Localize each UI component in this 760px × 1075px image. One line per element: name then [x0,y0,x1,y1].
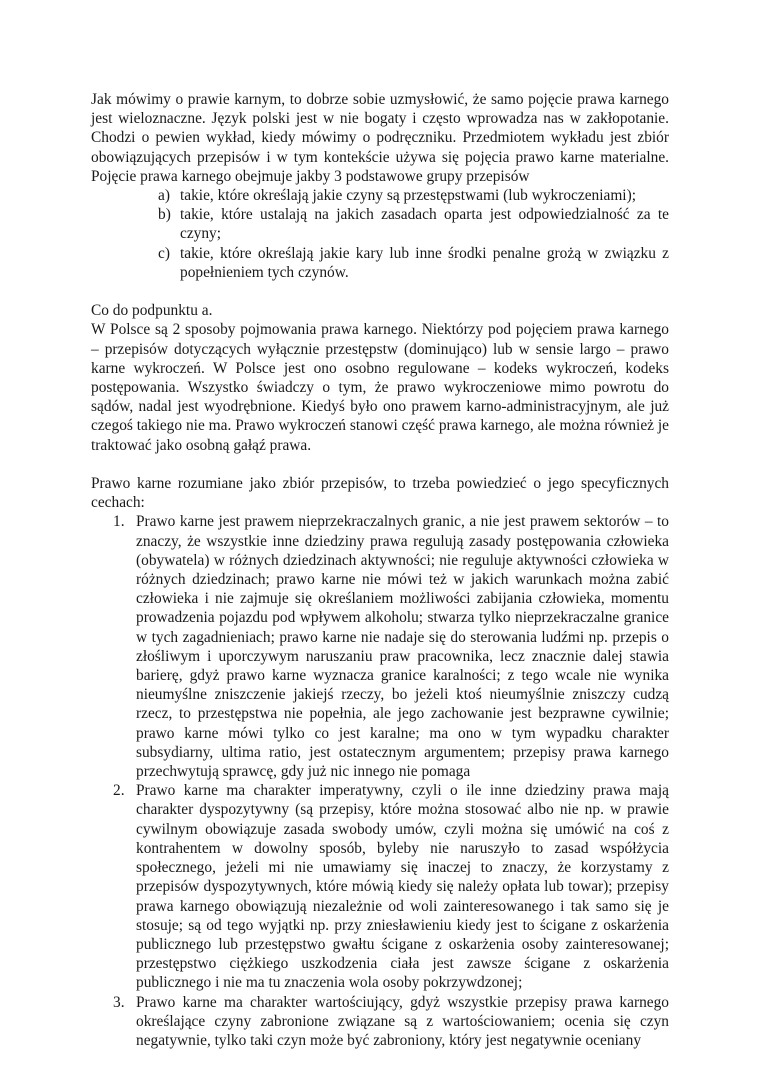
list-item-text: takie, które określają jakie czyny są przestępstwami (lub wykroczeniami); [180,187,636,205]
document-page [91,90,669,1050]
intro-paragraph: Jak mówimy o prawie karnym, to dobrze sobie uzmysłowić, że samo pojęcie prawa karnego jest wieloznaczne. Język polski jest w nie bogaty i często wprowadza nas w zakłopotanie. Chodzi o pewien wykład, kiedy mówimy o podręczniku. Przedmiotem wykładu jest zbiór obowiązujących przepisów i w tym kontekście używa się pojęcia prawo karne materialne. Pojęcie prawa karnego obejmuje jakby 3 podstawowe grupy przepisów [91,91,669,185]
list-item-text: Prawo karne ma charakter wartościujący, gdyż wszystkie przepisy prawa karnego określające czyny zabronione związane są z wartościowaniem; ocenia się czyn negatywnie, tylko taki czyn może być zabroniony, który jest negatywnie oceniany [136,993,669,1049]
list-item-text: takie, które określają jakie kary lub inne środki penalne grożą w związku z popełnieniem tych czynów. [180,244,669,281]
list-item [91,205,669,243]
spacer [91,282,669,301]
subpoint-paragraph: W Polsce są 2 sposoby pojmowania prawa karnego. Niektórzy pod pojęciem prawa karnego – przepisów dotyczących wyłącznie przestępstw (dominująco) lub w sensie largo – prawo karne wykroczeń. W Polsce jest ono osobno regulowane – kodeks wykroczeń, kodeks postępowania. Wszystko świadczy o tym, że prawo wykroczeniowe mimo powrotu do sądów, nadal jest wyodrębnione. Kiedyś było ono prawem karno-administracyjnym, ale już czegoś takiego nie ma. Prawo wykroczeń stanowi część prawa karnego, ale można również je traktować jako osobną gałąź prawa. [91,321,669,454]
list-item-text: Prawo karne ma charakter imperatywny, czyli o ile inne dziedziny prawa mają charakter dyspozytywny (są przepisy, które można stosować albo nie np. w prawie cywilnym obowiązuje zasada swobody umów, czyli można się umówić na coś z kontrahentem w dowolny sposób, byleby nie naruszyło to zasad współżycia społecznego, jeżeli mi nie umawiamy się inaczej to znaczy, że korzystamy z przepisów dyspozytywnych, które mówią kiedy się należy opłata lub towar); przepisy prawa karnego obowiązują niezależnie od woli zainteresowanego i tak samo się je stosuje; są od tego wyjątki np. przy zniesławieniu kiedy jest to ścigane z oskarżenia publicznego lub przestępstwo gwałtu ścigane z oskarżenia osoby zainteresowanej; przestępstwo ciężkiego uszkodzenia ciała jest zawsze ścigane z oskarżenia publicznego i nie ma tu znaczenia wola osoby pokrzywdzonej; [136,782,669,992]
list-marker: c) [158,244,170,262]
list-item [91,186,669,205]
list-item [91,993,669,1051]
list-item-text: Prawo karne jest prawem nieprzekraczalnych granic, a nie jest prawem sektorów – to znaczy, że wszystkie inne dziedziny prawa regulują zasady postępowania człowieka (obywatela) w różnych dziedzinach aktywności; nie reguluje aktywności człowieka w różnych dziedzinach; prawo karne nie mówi też w jakich warunkach można zabić człowieka i nie zajmuje się określaniem możliwości zabijania człowieka, momentu prowadzenia pojazdu pod wpływem alkoholu; stwarza tylko nieprzekraczalne granice w tych zagadnieniach; prawo karne nie nadaje się do sterowania ludźmi np. przepis o złośliwym i uporczywym naruszaniu praw pracownika, lecz znacznie dalej stawia barierę, gdyż prawo karne wyznacza granice karalności; z tego wcale nie wynika nieumyślne zniszczenie jakiejś rzeczy, bo jeżeli ktoś nieumyślnie zniszczy cudzą rzecz, to przestępstwa nie popełnia, ale jego zachowanie jest bezprawne cywilnie; prawo karne mówi tylko co jest karalne; ma ono w tym wypadku charakter subsydiarny, ultima ratio, jest ostatecznym argumentem; przepisy prawa karnego przechwytują sprawcę, gdy już nic innego nie pomaga [136,513,669,781]
list-item-text: takie, które ustalają na jakich zasadach oparta jest odpowiedzialność za te czyny; [180,206,669,243]
list-item [91,512,669,781]
features-list [91,512,669,1050]
list-item [91,244,669,282]
list-marker: a) [158,187,170,205]
list-marker: b) [158,206,171,224]
list-marker: 1. [113,513,125,531]
spacer [91,455,669,474]
groups-list [91,186,669,282]
subpoint-heading: Co do podpunktu a. [91,302,213,320]
list-item [91,781,669,992]
list-marker: 2. [113,782,125,800]
features-intro: Prawo karne rozumiane jako zbiór przepisów, to trzeba powiedzieć o jego specyficznych cechach: [91,475,669,512]
list-marker: 3. [113,993,125,1011]
